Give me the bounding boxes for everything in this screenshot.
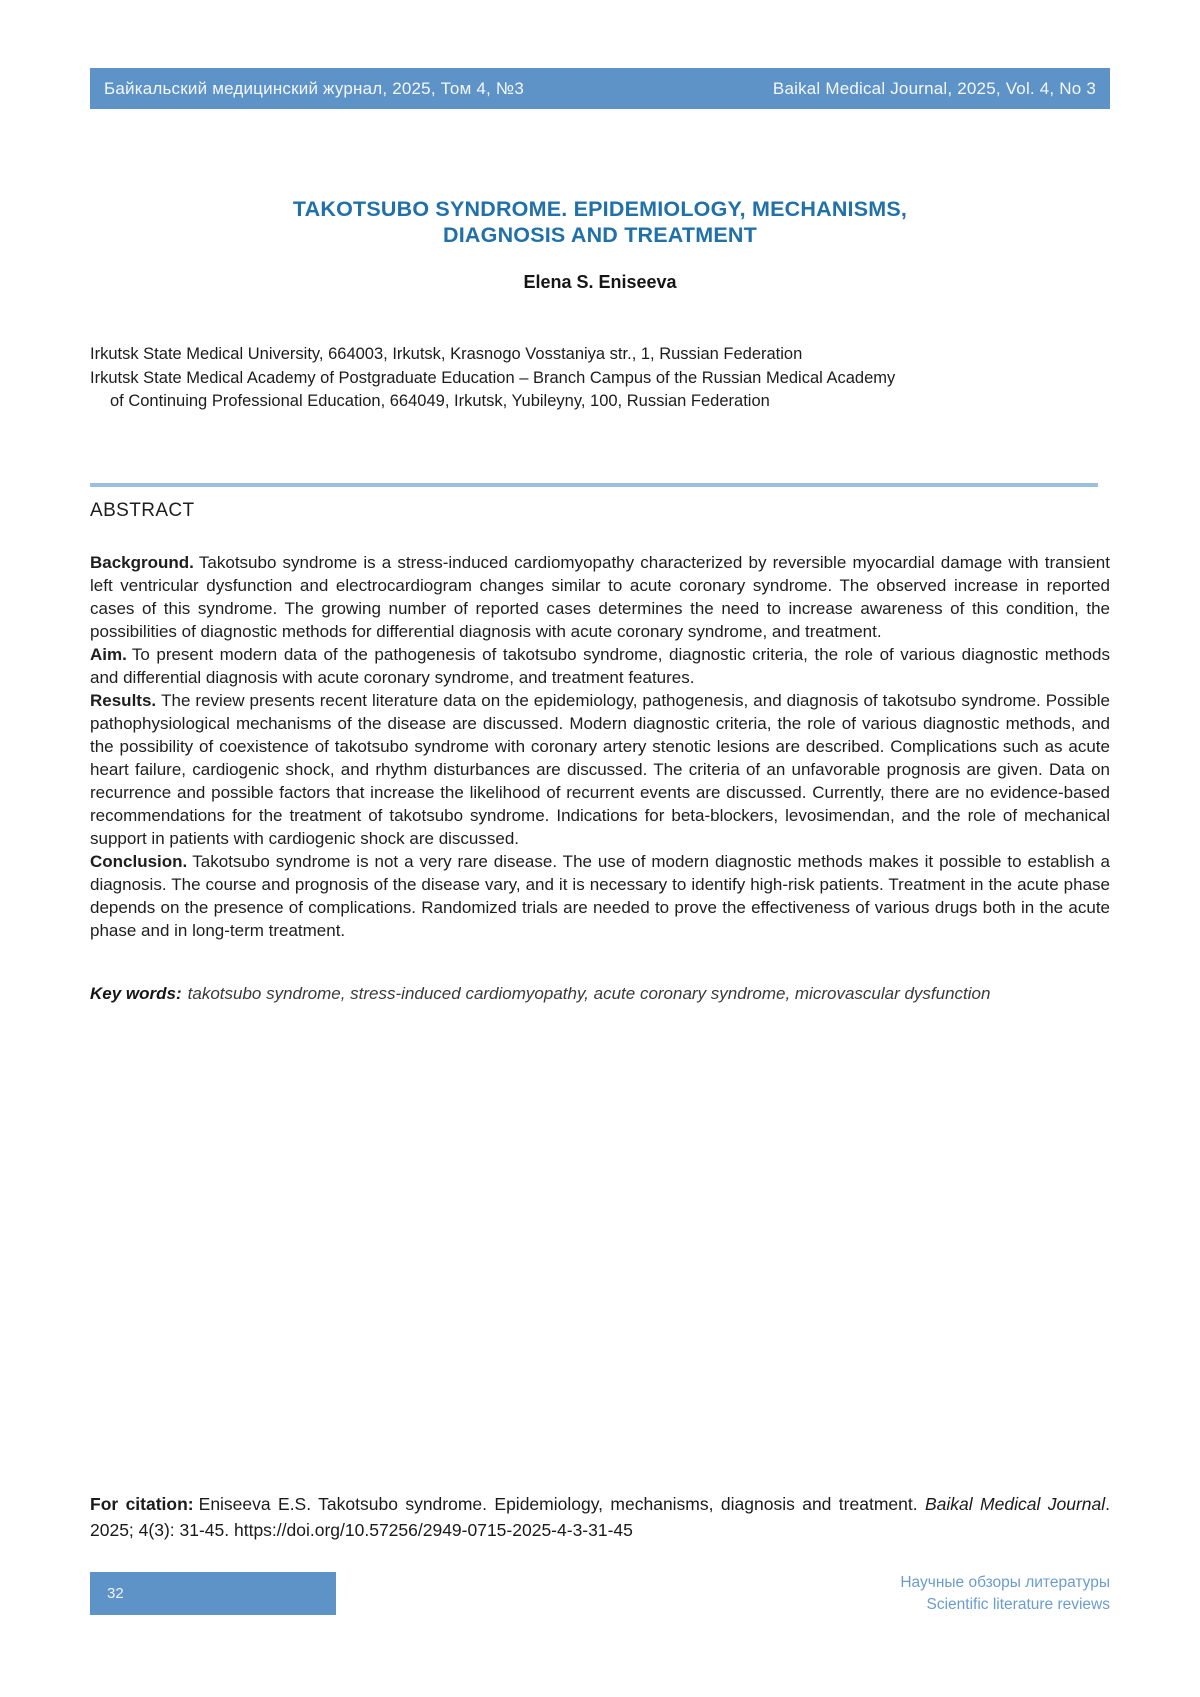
abstract-paragraph-aim <box>90 643 1110 689</box>
keywords-label: Key words: <box>90 984 182 1003</box>
citation-block <box>90 1491 1110 1543</box>
affiliations-block <box>90 343 1110 414</box>
abstract-paragraph-results <box>90 689 1110 850</box>
citation-text: Eniseeva E.S. Takotsubo syndrome. Epidemiology, mechanisms, diagnosis and treatment. <box>198 1494 918 1514</box>
abstract-section-text: Takotsubo syndrome is not a very rare disease. The use of modern diagnostic methods makes it possible to establish a diagnosis. The course and prognosis of the disease vary, and it is necessary to identify high-risk patients. Treatment in the acute phase depends on the presence of complications. Randomized trials are needed to prove the effectiveness of various drugs both in the acute phase and in long-term treatment. <box>90 852 1110 940</box>
citation-doi-text: . 2025; 4(3): 31-45. https://doi.org/10.57256/2949-0715-2025-4-3-31-45 <box>90 1494 1110 1540</box>
footer-section-labels <box>900 1572 1110 1616</box>
article-title-line1: TAKOTSUBO SYNDROME. EPIDEMIOLOGY, MECHANISMS, <box>292 197 908 221</box>
abstract-section-text: Takotsubo syndrome is a stress-induced cardiomyopathy characterized by reversible myocardial damage with transient left ventricular dysfunction and electrocardiogram changes similar to acute coronary syndrome. The observed increase in reported cases of this syndrome. The growing number of reported cases determines the need to increase awareness of this condition, the possibilities of diagnostic methods for differential diagnosis with acute coronary syndrome, and treatment. <box>90 553 1110 641</box>
abstract-body <box>90 551 1110 1005</box>
affiliation-line: of Continuing Professional Education, 664049, Irkutsk, Yubileyny, 100, Russian Federation <box>110 392 770 410</box>
citation-journal-name: Baikal Medical Journal <box>924 1494 1106 1514</box>
abstract-section-label: Background. <box>90 553 194 572</box>
abstract-paragraph-background <box>90 551 1110 643</box>
abstract-section-text: To present modern data of the pathogenesis of takotsubo syndrome, diagnostic criteria, the role of various diagnostic methods and differential diagnosis with acute coronary syndrome, and treatment features. <box>90 645 1110 687</box>
footer-section-ru: Научные обзоры литературы <box>900 1574 1110 1591</box>
keywords-line <box>90 982 1110 1005</box>
author-name: Elena S. Eniseeva <box>523 272 677 292</box>
abstract-section-label: Aim. <box>90 645 127 664</box>
citation-label: For citation: <box>90 1494 194 1514</box>
abstract-section-label: Results. <box>90 691 157 710</box>
affiliation-line: Irkutsk State Medical Academy of Postgraduate Education – Branch Campus of the Russian Medical Academy <box>90 368 896 387</box>
header-journal-title-en: Baikal Medical Journal, 2025, Vol. 4, No 3 <box>772 78 1096 98</box>
footer-page-number-box <box>90 1572 336 1615</box>
footer-section-en: Scientific literature reviews <box>926 1596 1110 1613</box>
abstract-divider-rule <box>90 483 1098 487</box>
abstract-heading: ABSTRACT <box>90 500 195 521</box>
article-title-line2: DIAGNOSIS AND TREATMENT <box>443 223 757 247</box>
abstract-paragraph-conclusion <box>90 850 1110 942</box>
page-number: 32 <box>107 1585 124 1602</box>
affiliation-line: Irkutsk State Medical University, 664003, Irkutsk, Krasnogo Vosstaniya str., 1, Russian Federation <box>90 345 803 363</box>
abstract-section-text: The review presents recent literature data on the epidemiology, pathogenesis, and diagnosis of takotsubo syndrome. Possible pathophysiological mechanisms of the disease are discussed. Modern diagnostic criteria, the role of various diagnostic methods, and the possibility of coexistence of takotsubo syndrome with coronary artery stenotic lesions are described. Complications such as acute heart failure, cardiogenic shock, and rhythm disturbances are discussed. The criteria of an unfavorable prognosis are given. Data on recurrence and possible factors that increase the likelihood of recurrent events are discussed. Currently, there are no evidence-based recommendations for the treatment of takotsubo syndrome. Indications for beta-blockers, levosimendan, and the role of mechanical support in patients with cardiogenic shock are discussed. <box>90 691 1110 848</box>
keywords-text: takotsubo syndrome, stress-induced cardiomyopathy, acute coronary syndrome, microvascular dysfunction <box>187 984 991 1003</box>
article-title <box>0 196 1200 248</box>
journal-header-bar <box>90 68 1110 109</box>
header-journal-title-ru: Байкальский медицинский журнал, 2025, Том 4, №3 <box>104 78 524 98</box>
abstract-section-label: Conclusion. <box>90 852 188 871</box>
